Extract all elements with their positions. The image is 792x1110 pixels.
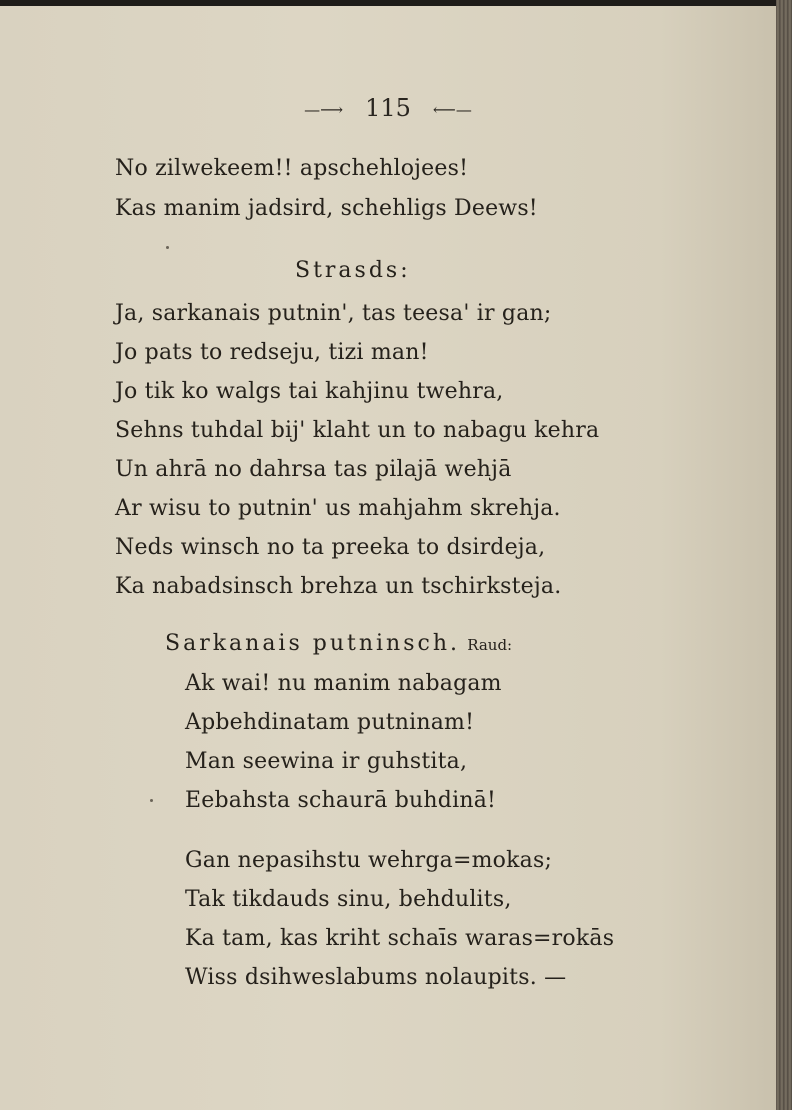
page-number: 115 bbox=[365, 94, 411, 122]
verse-line: No zilwekeem!! apschehlojees! bbox=[115, 156, 469, 181]
verse-line: Eebahsta schaurā buhdinā! bbox=[185, 788, 497, 813]
verse-line: Jo pats to redseju, tizi man! bbox=[115, 340, 429, 365]
verse-line: Gan nepasihstu wehrga=mokas; bbox=[185, 848, 553, 873]
paper-speck bbox=[166, 246, 169, 249]
verse-line: Sehns tuhdal bij' klaht un to nabagu kehra bbox=[115, 418, 600, 443]
verse-line: Ja, sarkanais putnin', tas teesa' ir gan; bbox=[115, 301, 552, 326]
verse-line: Jo tik ko walgs tai kahjinu twehra, bbox=[115, 379, 504, 404]
speaker-name: Sarkanais putninsch. bbox=[165, 631, 460, 656]
verse-line: Neds winsch no ta preeka to dsirdeja, bbox=[115, 535, 546, 560]
verse-line: Un ahrā no dahrsa tas pilajā wehjā bbox=[115, 457, 512, 482]
verse-line: Ka tam, kas kriht schaīs waras=rokās bbox=[185, 926, 615, 951]
verse-line: Ka nabadsinsch brehza un tschirksteja. bbox=[115, 574, 562, 599]
stage-direction: Raud: bbox=[467, 636, 513, 654]
verse-line: Ar wisu to putnin' us mahjahm skrehja. bbox=[115, 496, 561, 521]
ornament-left: —⟶ bbox=[304, 100, 344, 119]
book-spine-edge bbox=[776, 0, 792, 1110]
verse-line: Ak wai! nu manim nabagam bbox=[185, 671, 502, 696]
paper-speck bbox=[150, 799, 153, 802]
verse-line: Tak tikdauds sinu, behdulits, bbox=[185, 887, 512, 912]
verse-line: Wiss dsihweslabums nolaupits. — bbox=[185, 965, 567, 990]
verse-line: Man seewina ir guhstita, bbox=[185, 749, 468, 774]
verse-line: Kas manim jadsird, schehligs Deews! bbox=[115, 196, 538, 221]
speaker-heading: Strasds: bbox=[295, 258, 411, 283]
page-header bbox=[0, 94, 776, 122]
verse-line: Apbehdinatam putninam! bbox=[185, 710, 475, 735]
ornament-right: ⟵— bbox=[432, 100, 472, 119]
speaker-line bbox=[165, 631, 512, 656]
